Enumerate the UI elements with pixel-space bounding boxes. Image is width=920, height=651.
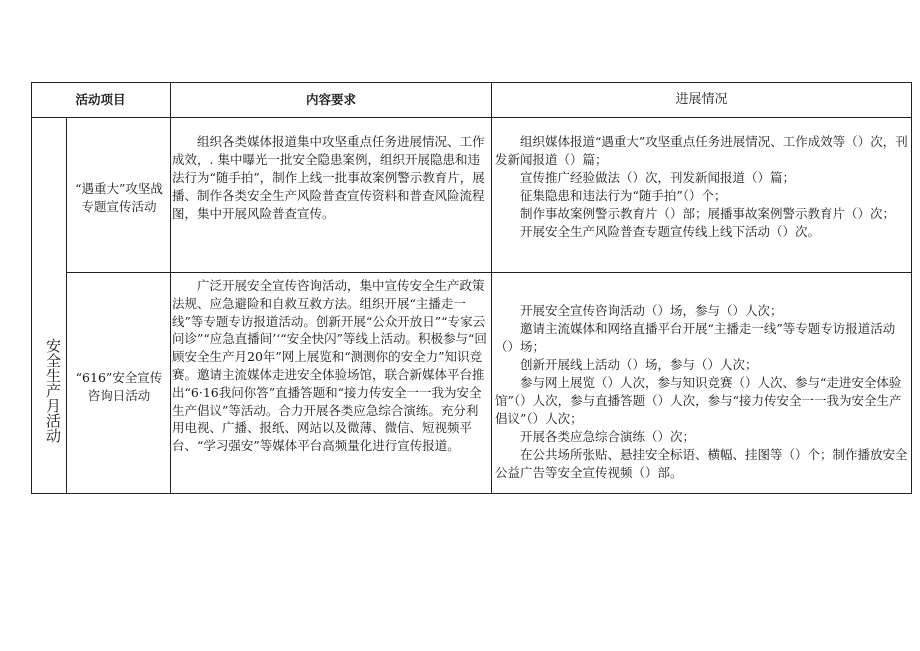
- row-2-progress: [495, 302, 908, 482]
- row-1-progress-line-1: 组织媒体报道“遇重大”攻坚重点任务进展情况、工作成效等（）次，刊发新闻报道（）篇；: [495, 134, 908, 167]
- table-border-bottom: [31, 493, 912, 494]
- row-2-requirement-text: 广泛开展安全宣传咨询活动，集中宣传安全生产政策法规、应急避险和自救互救方法。组织开展“主播走一线”等专题专访报道活动。创新开展“公众开放日”“专家云问诊”“应急直播间’‘“安全快闪”等线上活动。积极参与“回顾安全生产月20年”网上展览和“测测你的安全力”知识竞赛。邀请主流媒体走进安全体验场馆，联合新媒体平台推出“6·16我问你答”直播答题和“接力传安全一一我为安全生产倡议”等活动。合力开展各类应急综合演练。充分利用电视、广播、报纸、网站以及微薄、微信、短视频平台、“学习强安”等媒体平台高频量化进行宣传报道。: [172, 278, 487, 454]
- row-2-requirement: [172, 277, 489, 455]
- row-1-requirement: [172, 133, 489, 223]
- group-divider: [66, 117, 67, 494]
- column-divider-1: [170, 82, 171, 494]
- row-1-requirement-text: 组织各类媒体报道集中攻坚重点任务进展情况、工作成效，. 集中曝光一批安全隐患案例，组织开展隐患和违法行为“随手拍”，制作上线一批事故案例警示教育片，展播、制作各类安全生产风险普查宣传资料和普查风险流程图，集中开展风险普查宣传。: [172, 134, 485, 221]
- row-1-activity-name: “遇重大”攻坚战专题宣传活动: [75, 181, 163, 214]
- row-divider: [66, 272, 912, 273]
- row-1-progress-line-3: 征集隐患和违法行为“随手拍”（）个；: [520, 188, 727, 203]
- row-2-activity-name: “616”安全宣传咨询日活动: [75, 370, 163, 403]
- group-label: 安全生产月活动: [44, 338, 62, 443]
- row-2-progress-line-5: 开展各类应急综合演练（）次；: [520, 429, 696, 444]
- table-border-right: [911, 82, 912, 494]
- row-2-progress-line-2: 邀请主流媒体和网络直播平台开展“主播走一线”等专题专访报道活动（）场；: [495, 321, 896, 354]
- row-2-progress-line-3: 创新开展线上活动（）场，参与（）人次；: [520, 357, 758, 372]
- row-2-progress-line-6: 在公共场所张贴、悬挂安全标语、横幅、挂图等（）个；制作播放安全公益广告等安全宣传视频（）部。: [495, 447, 908, 480]
- column-divider-2: [491, 82, 492, 494]
- header-progress: 进展情况: [675, 92, 728, 107]
- row-1-progress-line-2: 宣传推广经验做法（）次，刊发新闻报道（）篇；: [520, 170, 796, 185]
- row-2-progress-line-1: 开展安全宣传咨询活动（）场，参与（）人次；: [520, 303, 783, 318]
- row-1-progress: [495, 133, 908, 241]
- row-1-progress-line-4: 制作事故案例警示教育片（）部；展播事故案例警示教育片（）次；: [520, 206, 896, 221]
- header-requirement: 内容要求: [305, 92, 356, 107]
- row-2-progress-line-4: 参与网上展览（）人次，参与知识竞赛（）人次、参与“走进安全体验馆”（）人次，参与直播答题（）人次，参与“接力传安全一一我为安全生产倡议”（）人次；: [495, 375, 902, 426]
- header-activity: 活动项目: [75, 92, 126, 107]
- header-divider: [31, 117, 912, 118]
- table-border-left: [31, 82, 32, 494]
- row-1-progress-line-5: 开展安全生产风险普查专题宣传线上线下活动（）次。: [520, 224, 821, 239]
